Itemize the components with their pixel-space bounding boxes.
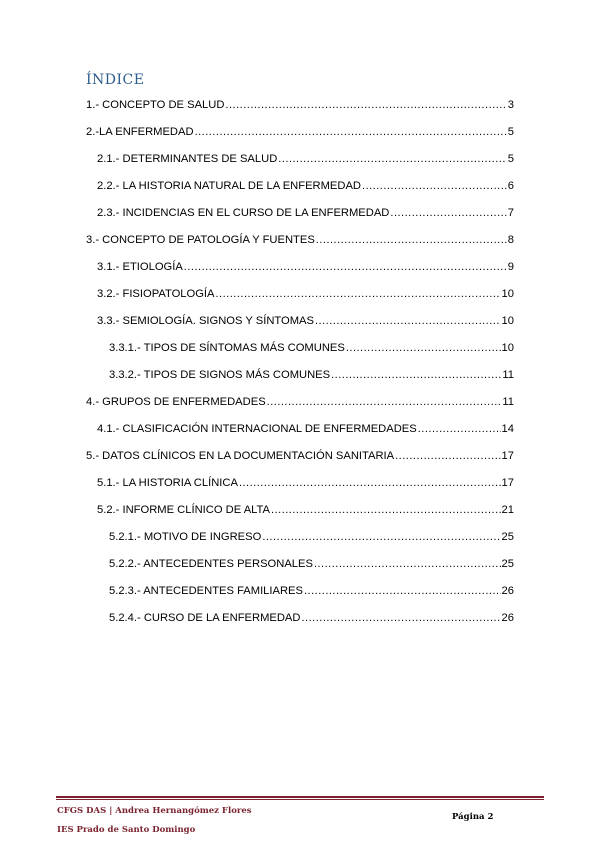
toc-entry-page: 8 [507,234,514,246]
toc-entry-4[interactable] [86,393,514,409]
toc-entry-2-1[interactable] [97,150,514,166]
toc-entry-page: 26 [501,612,514,624]
toc-entry-2[interactable] [86,123,514,139]
toc-entry-3-3[interactable] [97,312,514,328]
toc-entry-page: 17 [501,477,514,489]
toc-entry-page: 9 [507,261,514,273]
toc-entry-3-3-1[interactable] [109,339,514,355]
toc-entry-3-3-2[interactable] [109,366,514,382]
toc-entry-page: 5 [507,126,514,138]
toc-entry-label: 3.1.- ETIOLOGÍA [97,261,183,273]
toc-entry-3-1[interactable] [97,258,514,274]
toc-leader [418,422,501,436]
toc-leader [314,557,501,571]
toc-leader [239,476,501,490]
toc-entry-page: 26 [501,585,514,597]
toc-entry-5-2-4[interactable] [109,609,514,625]
toc-entry-page: 21 [501,504,514,516]
toc-entry-page: 5 [507,153,514,165]
footer-author: CFGS DAS | Andrea Hernangómez Flores [57,806,252,816]
toc-entry-label: 4.- GRUPOS DE ENFERMEDADES [86,396,266,408]
toc-leader [278,152,506,166]
toc-entry-3-2[interactable] [97,285,514,301]
toc-leader [315,314,501,328]
toc-leader [216,287,501,301]
toc-entry-page: 11 [502,396,514,408]
toc-entry-label: 3.2.- FISIOPATOLOGÍA [97,288,215,300]
toc-entry-label: 2.2.- LA HISTORIA NATURAL DE LA ENFERMEDAD [97,180,362,192]
toc-entry-label: 5.2.3.- ANTECEDENTES FAMILIARES [109,585,303,597]
toc-entry-label: 1.- CONCEPTO DE SALUD [86,99,225,111]
toc-entry-label: 3.3.- SEMIOLOGÍA. SIGNOS Y SÍNTOMAS [97,315,314,327]
toc-entry-label: 2.1.- DETERMINANTES DE SALUD [97,153,278,165]
toc-entry-5[interactable] [86,447,514,463]
toc-entry-label: 5.2.1.- MOTIVO DE INGRESO [109,531,262,543]
toc-leader [346,341,501,355]
toc-entry-label: 2.3.- INCIDENCIAS EN EL CURSO DE LA ENFERMEDAD [97,207,390,219]
toc-entry-label: 2.-LA ENFERMEDAD [86,126,194,138]
toc-entry-label: 5.2.- INFORME CLÍNICO DE ALTA [97,504,271,516]
toc-entry-4-1[interactable] [97,420,514,436]
toc-entry-page: 6 [507,180,514,192]
toc-entry-5-2-3[interactable] [109,582,514,598]
toc-entry-5-2-2[interactable] [109,555,514,571]
toc-entry-2-3[interactable] [97,204,514,220]
footer-divider-thin [56,799,544,800]
toc-leader [225,98,506,112]
toc-leader [267,395,502,409]
toc-leader [262,530,500,544]
toc-entry-page: 10 [501,315,514,327]
footer-institution: IES Prado de Santo Domingo [57,825,196,835]
toc-entry-page: 25 [501,558,514,570]
toc-entry-page: 7 [507,207,514,219]
toc-leader [395,449,500,463]
toc-entry-label: 3.3.2.- TIPOS DE SIGNOS MÁS COMUNES [109,369,331,381]
toc-entry-page: 10 [501,288,514,300]
toc-entry-label: 4.1.- CLASIFICACIÓN INTERNACIONAL DE ENFERMEDADES [97,423,417,435]
toc-leader [362,179,507,193]
toc-entry-page: 17 [501,450,514,462]
toc-entry-2-2[interactable] [97,177,514,193]
toc-leader [271,503,501,517]
toc-leader [316,233,507,247]
toc-entry-label: 5.2.4.- CURSO DE LA ENFERMEDAD [109,612,301,624]
toc-leader [390,206,506,220]
toc-title: ÍNDICE [86,72,145,88]
toc-entry-1[interactable] [86,96,514,112]
toc-entry-label: 5.1.- LA HISTORIA CLÍNICA [97,477,238,489]
toc-entry-page: 3 [507,99,514,111]
toc-entry-5-2[interactable] [97,501,514,517]
toc-entry-page: 11 [502,369,514,381]
toc-leader [184,260,507,274]
toc-entry-label: 5.- DATOS CLÍNICOS EN LA DOCUMENTACIÓN SANITARIA [86,450,395,462]
toc-entry-5-2-1[interactable] [109,528,514,544]
toc-entry-page: 10 [501,342,514,354]
toc-entry-3[interactable] [86,231,514,247]
toc-leader [331,368,501,382]
toc-entry-page: 25 [501,531,514,543]
toc-entry-label: 3.3.1.- TIPOS DE SÍNTOMAS MÁS COMUNES [109,342,345,354]
toc-entry-label: 3.- CONCEPTO DE PATOLOGÍA Y FUENTES [86,234,315,246]
toc-leader [195,125,507,139]
toc-leader [304,584,501,598]
toc-leader [301,611,500,625]
footer-page-number: Página 2 [452,812,494,822]
toc-entry-label: 5.2.2.- ANTECEDENTES PERSONALES [109,558,313,570]
footer-divider-thick [56,796,544,798]
toc-entry-5-1[interactable] [97,474,514,490]
toc-entry-page: 14 [501,423,514,435]
